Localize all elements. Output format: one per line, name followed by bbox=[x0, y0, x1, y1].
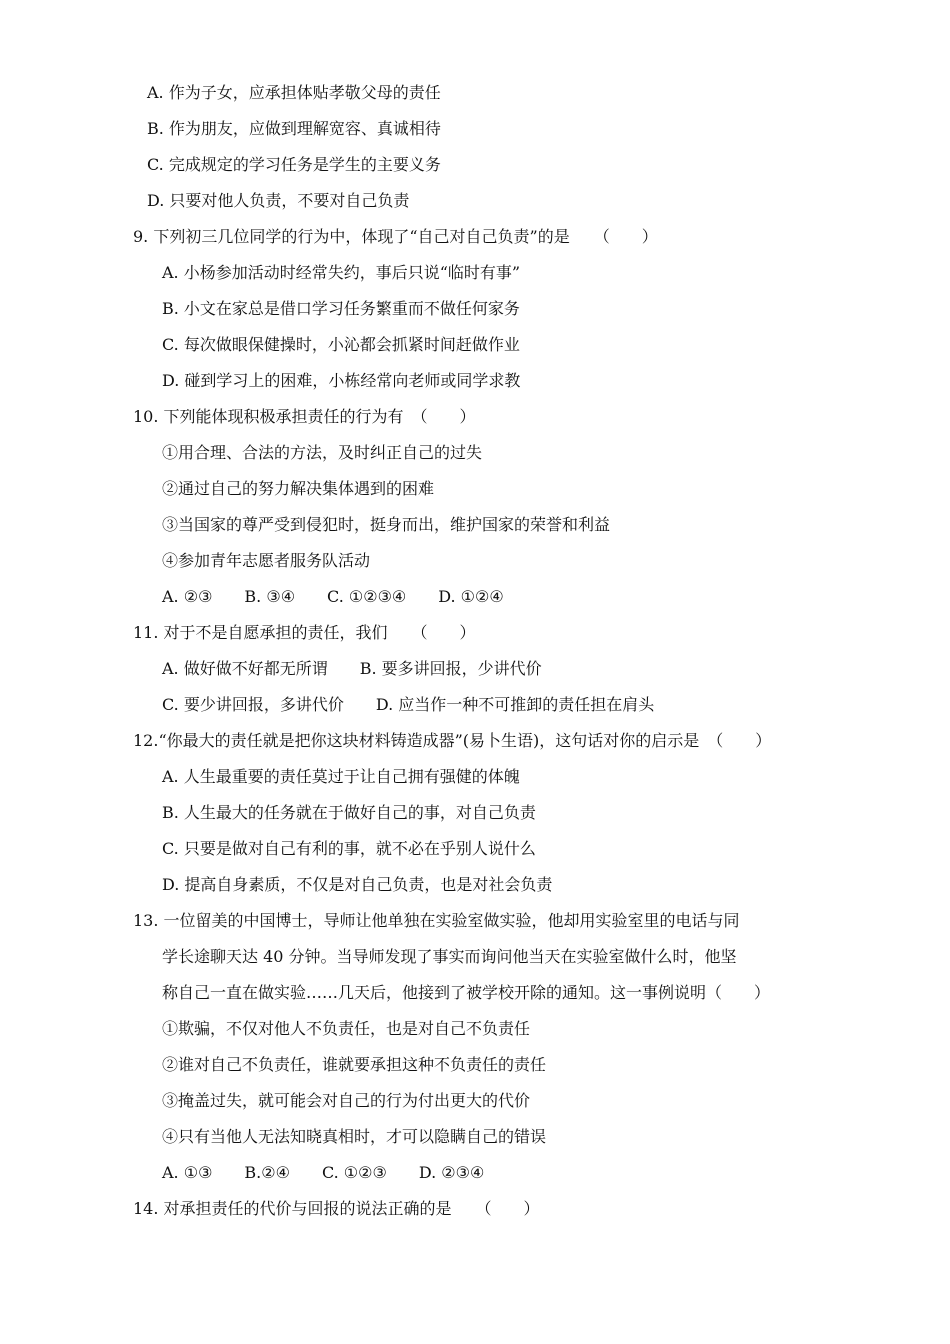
q13-options: A. ①③ B.②④ C. ①②③ D. ②③④ bbox=[162, 1163, 485, 1182]
q12-option-b: B. 人生最大的任务就在于做好自己的事，对自己负责 bbox=[162, 803, 536, 822]
q13-stem-line-3: 称自己一直在做实验……几天后，他接到了被学校开除的通知。这一事例说明（ ） bbox=[162, 983, 771, 1002]
q9-option-b: B. 小文在家总是借口学习任务繁重而不做任何家务 bbox=[162, 299, 520, 318]
q10-item-1: ①用合理、合法的方法，及时纠正自己的过失 bbox=[162, 443, 483, 462]
q9-option-d: D. 碰到学习上的困难，小栋经常向老师或同学求教 bbox=[162, 371, 521, 390]
q13-stem-line-1: 13. 一位留美的中国博士，导师让他单独在实验室做实验，他却用实验室里的电话与同 bbox=[133, 911, 740, 930]
q10-item-2: ②通过自己的努力解决集体遇到的困难 bbox=[162, 479, 435, 498]
q11-options-ab: A. 做好做不好都无所谓 B. 要多讲回报，少讲代价 bbox=[162, 659, 542, 678]
q13-item-1: ①欺骗，不仅对他人不负责任，也是对自己不负责任 bbox=[162, 1019, 531, 1038]
q14-stem: 14. 对承担责任的代价与回报的说法正确的是 （ ） bbox=[133, 1199, 540, 1218]
q9-option-c: C. 每次做眼保健操时，小沁都会抓紧时间赶做作业 bbox=[162, 335, 520, 354]
q8-option-b: B. 作为朋友，应做到理解宽容、真诚相待 bbox=[147, 119, 441, 138]
q8-option-d: D. 只要对他人负责，不要对自己负责 bbox=[147, 191, 410, 210]
q12-option-d: D. 提高自身素质，不仅是对自己负责，也是对社会负责 bbox=[162, 875, 553, 894]
q10-options: A. ②③ B. ③④ C. ①②③④ D. ①②④ bbox=[162, 587, 504, 606]
q10-item-4: ④参加青年志愿者服务队活动 bbox=[162, 551, 371, 570]
q8-option-a: A. 作为子女，应承担体贴孝敬父母的责任 bbox=[147, 83, 441, 102]
q12-option-a: A. 人生最重要的责任莫过于让自己拥有强健的体魄 bbox=[162, 767, 520, 786]
q9-option-a: A. 小杨参加活动时经常失约，事后只说“临时有事” bbox=[162, 263, 521, 282]
q10-stem: 10. 下列能体现积极承担责任的行为有 （ ） bbox=[133, 407, 476, 426]
q12-option-c: C. 只要是做对自己有利的事，就不必在乎别人说什么 bbox=[162, 839, 536, 858]
q11-options-cd: C. 要少讲回报，多讲代价 D. 应当作一种不可推卸的责任担在肩头 bbox=[162, 695, 655, 714]
q10-item-3: ③当国家的尊严受到侵犯时，挺身而出，维护国家的荣誉和利益 bbox=[162, 515, 611, 534]
q9-stem: 9. 下列初三几位同学的行为中，体现了“自己对自己负责”的是 （ ） bbox=[133, 227, 658, 246]
q13-stem-line-2: 学长途聊天达 40 分钟。当导师发现了事实而询问他当天在实验室做什么时，他坚 bbox=[162, 947, 737, 966]
q13-item-4: ④只有当他人无法知晓真相时，才可以隐瞒自己的错误 bbox=[162, 1127, 547, 1146]
q11-stem: 11. 对于不是自愿承担的责任，我们 （ ） bbox=[133, 623, 476, 642]
q8-option-c: C. 完成规定的学习任务是学生的主要义务 bbox=[147, 155, 441, 174]
q13-item-2: ②谁对自己不负责任，谁就要承担这种不负责任的责任 bbox=[162, 1055, 547, 1074]
q12-stem: 12.“你最大的责任就是把你这块材料铸造成器”(易卜生语)，这句话对你的启示是 （ ） bbox=[133, 731, 772, 750]
q13-item-3: ③掩盖过失，就可能会对自己的行为付出更大的代价 bbox=[162, 1091, 531, 1110]
